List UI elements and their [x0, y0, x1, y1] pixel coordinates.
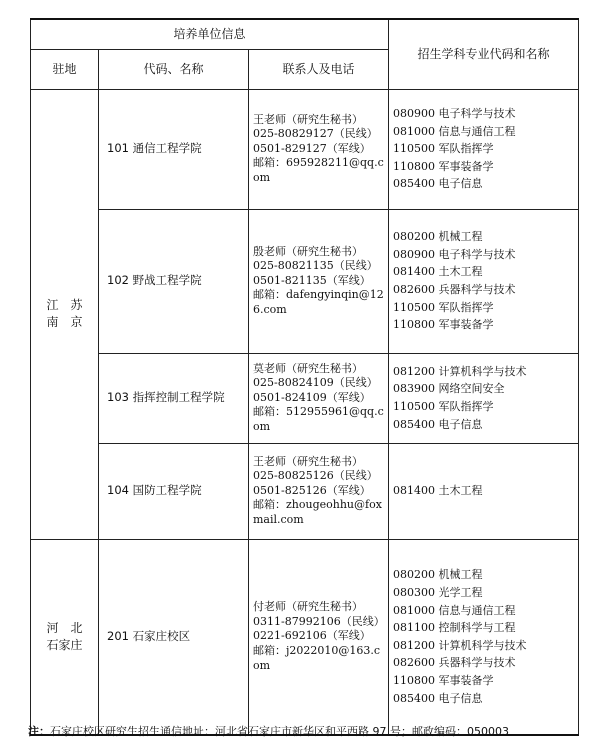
table-row: [31, 353, 579, 443]
contact-cell: [249, 89, 389, 209]
contact-line: 025-80824109（民线）: [253, 376, 378, 390]
major-item: 110800 军事装备学: [393, 159, 494, 173]
major-item: 110500 军队指挥学: [393, 400, 494, 413]
major-item: 081100 控制科学与工程: [393, 621, 516, 635]
unit-name: 101 通信工程学院: [99, 89, 249, 209]
contact-line: 殷老师（研究生秘书）: [253, 244, 363, 258]
contact-line: 0311-87992106（民线）: [253, 614, 385, 628]
footnote-text: 石家庄校区研究生招生通信地址：河北省石家庄市新华区和平西路 97 号；邮政编码：050003: [50, 725, 509, 738]
major-item: 080200 机械工程: [393, 568, 483, 582]
major-item: 082600 兵器科学与技术: [393, 656, 516, 670]
header-code-name: 代码、名称: [99, 49, 249, 89]
contact-line: 莫老师（研究生秘书）: [253, 361, 363, 375]
contact-cell: [249, 353, 389, 443]
major-item: 081000 信息与通信工程: [393, 603, 516, 617]
header-contact: 联系人及电话: [249, 49, 389, 89]
major-item: 081400 土木工程: [393, 484, 483, 498]
major-item: 110800 军事装备学: [393, 673, 494, 687]
table-row: [31, 89, 579, 209]
major-item: 082600 兵器科学与技术: [393, 283, 516, 296]
location-line: 石家庄: [46, 637, 83, 652]
table-row: [31, 443, 579, 539]
location-cell: [31, 89, 99, 539]
major-item: 081200 计算机科学与技术: [393, 638, 527, 652]
footnote: [28, 723, 588, 739]
contact-cell: [249, 443, 389, 539]
location-line: 南 京: [46, 315, 83, 329]
contact-line: 邮箱：dafengyinqin@126.com: [253, 288, 384, 316]
location-cell: [31, 539, 99, 735]
major-item: 081200 计算机科学与技术: [393, 364, 527, 378]
contact-line: 0501-829127（军线）: [253, 141, 371, 155]
table-row: [31, 539, 579, 735]
major-item: 110500 军队指挥学: [393, 142, 494, 156]
contact-line: 邮箱：zhougeohhu@foxmail.com: [253, 498, 382, 526]
unit-name: 102 野战工程学院: [99, 209, 249, 353]
contact-line: 付老师（研究生秘书）: [253, 600, 363, 614]
majors-cell: [389, 443, 579, 539]
major-item: 080200 机械工程: [393, 230, 483, 244]
major-item: 110800 军事装备学: [393, 318, 494, 332]
contact-line: 0221-692106（军线）: [253, 629, 371, 643]
location-line: 江 苏: [46, 298, 83, 313]
contact-line: 0501-821135（军线）: [253, 273, 371, 287]
majors-cell: [389, 209, 579, 353]
major-item: 081400 土木工程: [393, 265, 483, 279]
majors-cell: [389, 353, 579, 443]
contact-line: 025-80821135（民线）: [253, 259, 378, 273]
unit-name: 103 指挥控制工程学院: [99, 353, 249, 443]
majors-cell: [389, 539, 579, 735]
contact-line: 王老师（研究生秘书）: [253, 112, 363, 126]
contact-line: 025-80825126（民线）: [253, 469, 378, 483]
major-item: 083900 网络空间安全: [393, 382, 505, 396]
major-item: 085400 电子信息: [393, 417, 483, 431]
contact-cell: [249, 539, 389, 735]
unit-name: 201 石家庄校区: [99, 539, 249, 735]
location-line: 河 北: [46, 620, 83, 635]
contact-line: 王老师（研究生秘书）: [253, 454, 363, 468]
contact-cell: [249, 209, 389, 353]
contact-line: 0501-825126（军线）: [253, 483, 371, 497]
major-item: 085400 电子信息: [393, 177, 483, 191]
major-item: 080900 电子科学与技术: [393, 107, 516, 121]
header-majors: 招生学科专业代码和名称: [389, 19, 579, 89]
header-location: 驻地: [31, 49, 99, 89]
contact-line: 0501-824109（军线）: [253, 390, 371, 404]
contact-line: 邮箱：j2022010@163.com: [253, 644, 381, 672]
major-item: 110500 军队指挥学: [393, 300, 494, 314]
major-item: 080300 光学工程: [393, 585, 483, 599]
table-row: [31, 209, 579, 353]
majors-cell: [389, 89, 579, 209]
major-item: 085400 电子信息: [393, 691, 483, 705]
contact-line: 邮箱：512955961@qq.com: [253, 405, 384, 433]
major-item: 081000 信息与通信工程: [393, 124, 516, 138]
major-item: 080900 电子科学与技术: [393, 247, 516, 261]
contact-line: 025-80829127（民线）: [253, 127, 378, 141]
contact-line: 邮箱：695928211@qq.com: [253, 156, 384, 184]
header-unit-info: 培养单位信息: [31, 19, 389, 49]
admissions-table: [30, 18, 579, 736]
unit-name: 104 国防工程学院: [99, 443, 249, 539]
footnote-label: 注：: [28, 725, 50, 738]
